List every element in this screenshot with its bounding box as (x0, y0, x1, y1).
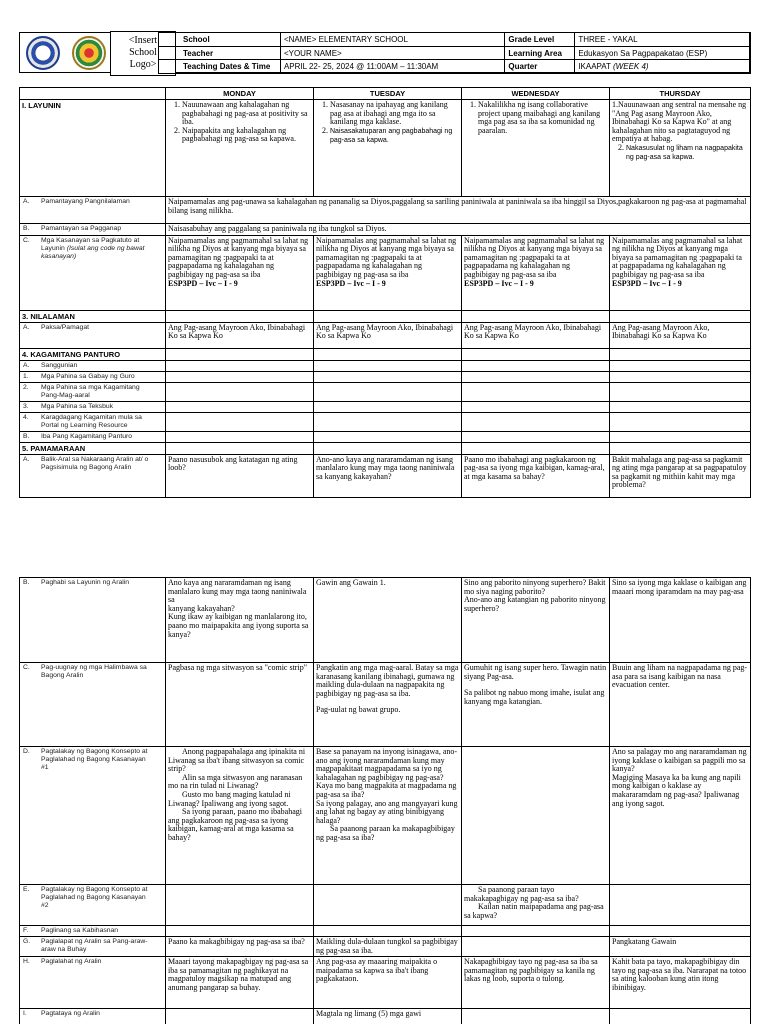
row-number: B. (23, 432, 30, 440)
empty-cell (314, 348, 462, 360)
empty-cell (610, 412, 751, 431)
competency-code: ESP3PD – Ivc – I - 9 (612, 278, 682, 288)
empty-cell (166, 885, 314, 926)
paksa-monday: Ang Pag-asang Mayroon Ako, Ibinabahagi Ko sa Kapwa Ko (166, 322, 314, 348)
row-label: Mga Pahina sa mga Kagamitang Pang-Mag-aaral (41, 383, 140, 399)
cell-paragraph: Sino ang paborito ninyong superhero? Bakit mo siya naging paborito? (464, 578, 606, 596)
row-label: Sanggunian (41, 361, 78, 369)
row-label: Paglalapat ng Aralin sa Pang-araw-araw na Buhay (41, 938, 148, 953)
objective-item (626, 144, 748, 163)
kasanayan-text: Naipamamalas ang pagmamahal sa lahat ng nilikha ng Diyos at kanyang mga biyaya sa pamamagitan ng :pagpapaki ta at pagpapadama ng kahalagahan ng pagbibigay ng pag-asa sa iba (464, 235, 605, 279)
pagtalakay-2-row (20, 885, 751, 926)
paglinang-label (20, 926, 166, 937)
layunin-thursday (610, 100, 751, 197)
empty-cell (314, 382, 462, 401)
learning-area-value: Edukasyon Sa Pagpapakatao (ESP) (575, 46, 751, 60)
objective-item (330, 127, 459, 146)
row-number: E. (23, 886, 30, 893)
objective-item: 2. Naipapakita ang kahalagahan ng pagbabahagi ng pag-asa sa kapawa. (182, 127, 311, 144)
row-label: Paksa/Pamagat (41, 323, 89, 331)
kagamitang-item-label (20, 431, 166, 442)
layunin-wednesday (462, 100, 610, 197)
empty-cell (166, 412, 314, 431)
day-header-monday: MONDAY (166, 88, 314, 100)
empty-cell (166, 1009, 314, 1024)
objective-item: 1. Nakalilikha ng isang collaborative project upang maibahagi ang kanilang mga pag asa sa iba sa komunidad ng paaralan. (478, 101, 607, 135)
cell-paragraph: kanyang kakayahan? (168, 603, 235, 613)
paglalapat-row (20, 937, 751, 957)
paglalapat-thursday: Pangkatang Gawain (610, 937, 751, 957)
insert-logo-line: Logo> (129, 59, 157, 70)
kagamitang-item-row (20, 412, 751, 431)
kagamitang-row (20, 348, 751, 360)
kagamitang-item-row (20, 382, 751, 401)
row-label: Paglalahat ng Aralin (41, 958, 102, 966)
paghabi-monday (166, 578, 314, 663)
empty-cell (610, 360, 751, 371)
kasanayan-text: Naipamamalas ang pagmamahal sa lahat ng nilikha ng Diyos at kanyang mga biyaya sa pamamagitan ng :pagpapaki ta at pagpapadama ng kahalagahan ng pagbibigay ng pag-asa sa iba (316, 235, 457, 279)
layunin-label: I. LAYUNIN (20, 100, 166, 197)
kagamitang-item-row (20, 371, 751, 382)
pamantayan-sa-pagganap-label (20, 224, 166, 236)
objective-item: 1. Nasasanay na ipahayag ang kanilang pag asa at ibahagi ang mga ito sa kanilang mga kaklase. (330, 101, 459, 127)
paglalapat-label (20, 937, 166, 957)
kasanayan-wednesday (462, 235, 610, 310)
cell-paragraph: Pag-uulat ng bawat grupo. (316, 705, 401, 715)
teacher-label: Teacher (159, 46, 281, 60)
teaching-dates-value: APRIL 22- 25, 2024 @ 11:00AM – 11:30AM (280, 60, 504, 74)
pag-uugnay-row (20, 663, 751, 747)
pag-uugnay-wednesday (462, 663, 610, 747)
empty-cell (610, 310, 751, 322)
nilalaman-row (20, 310, 751, 322)
paghabi-tuesday: Gawin ang Gawain 1. (314, 578, 462, 663)
competency-code: ESP3PD – Ivc – I - 9 (168, 278, 238, 288)
empty-cell (610, 401, 751, 412)
kagamitang-item-row (20, 360, 751, 371)
pag-uugnay-tuesday (314, 663, 462, 747)
kasanayan-text: Naipamamalas ang pagmamahal sa lahat ng nilikha ng Diyos at kanyang mga biyaya sa pamamagitan ng :pagpapaki ta at pagpapadama ng kahalagahan ng pagbibigay ng pag-asa sa iba (612, 235, 743, 279)
insert-logo-line: <Insert (128, 35, 158, 46)
empty-cell (462, 360, 610, 371)
empty-cell (314, 431, 462, 442)
insert-logo-line: School (129, 47, 157, 58)
empty-cell (166, 310, 314, 322)
empty-cell (166, 926, 314, 937)
kagamitang-item-label (20, 382, 166, 401)
paksa-tuesday: Ang Pag-asang Mayroon Ako, Ibinabahagi Ko sa Kapwa Ko (314, 322, 462, 348)
empty-cell (462, 371, 610, 382)
paglalahat-wednesday: Nakapagbibigay tayo ng pag-asa sa iba sa pamamagitan ng pagbibigay sa kanila ng lakas ng loob, suporta o tulong. (462, 957, 610, 1009)
learning-area-label: Learning Area (505, 46, 575, 60)
empty-cell (462, 310, 610, 322)
layunin-monday (166, 100, 314, 197)
paksa-label (20, 322, 166, 348)
pagtalakay-1-tuesday (314, 747, 462, 885)
row-label: Paghabi sa Layunin ng Aralin (41, 579, 130, 586)
layunin-tuesday (314, 100, 462, 197)
row-label-note: (Isulat ang code ng bawat kasanayan) (41, 244, 145, 260)
row-number: C. (23, 664, 30, 671)
grade-level-value: THREE - YAKAL (575, 33, 751, 47)
teaching-dates-label: Teaching Dates & Time (159, 60, 281, 74)
pamantayan-sa-pagganap-text: Naisasabuhay ang paggalang sa paniniwala ng iba tungkol sa Diyos. (166, 224, 751, 236)
row-number: B. (23, 579, 30, 586)
row-number: A. (23, 198, 30, 205)
balik-aral-monday: Paano nasusubok ang katatagan ng ating loob? (166, 454, 314, 497)
kagamitang-item-row (20, 431, 751, 442)
paglalapat-wednesday (462, 937, 610, 957)
row-label: Pamantayang Pangnilalaman (41, 198, 130, 205)
pamantayang-pangnilalaman-text: Naipamamalas ang pag-unawa sa kahalagahan ng pananalig sa Diyos,paggalang sa sariling paniniwala at paniniwala sa iba hinggil sa Diyos,pagkakaroon ng pag-asa at pagmamahal bilang isang nilikha. (166, 197, 751, 224)
cell-paragraph: Sa iyong paraan, paano mo ibabahagi ang pagkakaroon ng pag-asa sa iyong kaibigan, kamag-aral at mga kasama sa bahay? (168, 807, 302, 842)
row-label: Pagtataya ng Aralin (41, 1010, 100, 1018)
empty-cell (610, 382, 751, 401)
cell-paragraph: Anong pagpapahalaga ang ipinakita ni Liwanag sa iba't ibang sitwasyon sa comic strip? (168, 747, 306, 774)
row-label: Balik-Aral sa Nakaraang Aralin at/ o Pagsisimula ng Bagong Aralin (41, 455, 149, 471)
cell-paragraph: Sa paanong paraan tayo makakapagbigay ng pag-asa sa iba? (464, 885, 579, 903)
paghabi-row (20, 578, 751, 663)
quarter-text: IKAAPAT (578, 62, 611, 72)
balik-aral-tuesday: Ano-ano kaya ang nararamdaman ng isang manlalaro kung may mga taong naniniwala sa kanyang kakayahan? (314, 454, 462, 497)
empty-cell (610, 885, 751, 926)
row-number: B. (23, 225, 30, 232)
header-row (159, 33, 751, 47)
teacher-value: <YOUR NAME> (280, 46, 504, 60)
empty-cell (314, 412, 462, 431)
empty-cell (610, 926, 751, 937)
pamamaraan-label: 5. PAMAMARAAN (20, 442, 166, 454)
row-label: Iba Pang Kagamitang Panturo (41, 432, 133, 440)
empty-cell (166, 348, 314, 360)
nilalaman-label: 3. NILALAMAN (20, 310, 166, 322)
row-number: D. (23, 748, 30, 755)
cell-paragraph: Sa palibot ng nabuo mong imahe, isulat ang kanyang mga katangian. (464, 688, 605, 706)
paglinang-row (20, 926, 751, 937)
balik-aral-thursday: Bakit mahalaga ang pag-asa sa pagkamit ng ating mga pangarap at sa pagpapatuloy sa pagkamit ng mithiin kahit may mga problema? (610, 454, 751, 497)
header-block (19, 32, 750, 73)
layunin-row (20, 100, 751, 197)
empty-cell (166, 371, 314, 382)
paglalahat-monday: Maaari tayong makapagbigay ng pag-asa sa iba sa pamamagitan ng paghikayat na magpatuloy magsikap na matupad ang anumang pangarap sa buhay. (166, 957, 314, 1009)
competency-code: ESP3PD – Ivc – I - 9 (464, 278, 534, 288)
pag-uugnay-label (20, 663, 166, 747)
empty-cell (166, 382, 314, 401)
lesson-plan-table-page1 (19, 87, 751, 498)
empty-cell (314, 360, 462, 371)
row-label: Pagtalakay ng Bagong Konsepto at Paglalahad ng Bagong Kasanayan #2 (41, 886, 148, 909)
kasanayan-tuesday (314, 235, 462, 310)
row-number: A. (23, 323, 30, 331)
paglalapat-monday: Paano ka makagbibigay ng pag-asa sa iba? (166, 937, 314, 957)
header-info-table (158, 32, 751, 74)
empty-cell (314, 401, 462, 412)
empty-cell (314, 442, 462, 454)
paksa-thursday: Ang Pag-asang Mayroon Ako, Ibinabahagi Ko sa Kapwa Ko (610, 322, 751, 348)
row-label-text: Mga Kasanayan sa Pagkatuto at Layunin (41, 236, 140, 252)
kagamitang-item-label (20, 401, 166, 412)
empty-cell (166, 360, 314, 371)
row-label: Mga Pahina sa Gabay ng Guro (41, 372, 135, 380)
header-row (159, 60, 751, 74)
day-header-thursday: THURSDAY (610, 88, 751, 100)
quarter-week: (WEEK 4) (613, 62, 649, 72)
page-gap (0, 520, 768, 573)
pag-uugnay-thursday: Buuin ang liham na nagpapadama ng pag-asa para sa isang kaibigan na nasa evacuation center. (610, 663, 751, 747)
empty-cell (314, 310, 462, 322)
paksa-row (20, 322, 751, 348)
row-number: 4. (23, 413, 29, 421)
cell-paragraph: Base sa panayam na inyong isinagawa, ano-ano ang iyong nararamdaman kung may magpapakitaat magpapadama sa iyo ng kahalagahan ng pagbibigay ng pag-asa? (316, 747, 458, 782)
empty-cell (462, 431, 610, 442)
pagtalakay-1-label (20, 747, 166, 885)
cell-paragraph: Alin sa mga sitwasyon ang naranasan mo na rin tulad ni Liwanag? (168, 772, 303, 791)
header-row (159, 46, 751, 60)
row-number: 2. (23, 383, 29, 391)
quarter-value (575, 60, 751, 74)
kagamitang-label: 4. KAGAMITANG PANTURO (20, 348, 166, 360)
empty-cell (166, 442, 314, 454)
pagtataya-row (20, 1009, 751, 1024)
cell-paragraph: Ano-ano ang katangian ng paborito ninyong superhero? (464, 595, 606, 613)
day-header-tuesday: TUESDAY (314, 88, 462, 100)
empty-cell (314, 885, 462, 926)
blank-header-cell (20, 88, 166, 100)
row-number: C. (23, 236, 30, 244)
paksa-wednesday: Ang Pag-asang Mayroon Ako, Ibinabahagi Ko sa Kapwa Ko (462, 322, 610, 348)
mga-kasanayan-row (20, 235, 751, 310)
pamantayan-sa-pagganap-row (20, 224, 751, 236)
school-label: School (159, 33, 281, 47)
cell-paragraph: Sa paanong paraan ka makapagbibigay ng pag-asa sa iba? (316, 824, 455, 842)
objective-item-text: Nakasusulat ng liham na nagpapakita ng pag-asa sa kapwa. (626, 144, 743, 162)
objective-intro: 1.Nauunawaan ang sentral na mensahe ng "Ang Pag asang Mayroon Ako, Ibinabahagi Ko sa Kapwa Ko" at ang kahalagahan nito sa pagtataguyod ng empatiya at habag. (612, 100, 747, 144)
objective-item-text: Naisasakatuparan ang pagbabahagi ng pag-asa sa kapwa. (330, 127, 453, 145)
day-header-wednesday: WEDNESDAY (462, 88, 610, 100)
empty-cell (610, 1009, 751, 1024)
mga-kasanayan-label (20, 235, 166, 310)
row-label: Karagdagang Kagamitan mula sa Portal ng Learning Resource (41, 413, 142, 429)
empty-cell (610, 348, 751, 360)
days-header-row (20, 88, 751, 100)
lesson-plan-table-page2 (19, 577, 751, 1024)
kasanayan-thursday (610, 235, 751, 310)
cell-paragraph: Sa iyong palagay, ano ang mangyayari kung ang lahat ng bagay ay ating binibigyang halaga? (316, 798, 458, 825)
kasanayan-monday (166, 235, 314, 310)
paglalapat-tuesday: Maikling dula-dulaan tungkol sa pagbibigay ng pag-asa sa iba. (314, 937, 462, 957)
row-number: F. (23, 927, 29, 934)
pagtalakay-1-wednesday (462, 747, 610, 885)
empty-cell (462, 926, 610, 937)
empty-cell (462, 348, 610, 360)
paglalahat-tuesday: Ang pag-asa ay maaaring maipakita o maipadama sa kapwa sa iba't ibang pagkakataon. (314, 957, 462, 1009)
empty-cell (610, 371, 751, 382)
deped-seal-logo (26, 36, 60, 70)
row-number: A. (23, 455, 30, 463)
empty-cell (462, 382, 610, 401)
pamantayang-pangnilalaman-label (20, 197, 166, 224)
cell-paragraph: Ano kaya ang nararamdaman ng isang manlalaro kung may mga taong naniniwala sa (168, 578, 307, 605)
pagtalakay-2-wednesday (462, 885, 610, 926)
kagamitang-item-row (20, 401, 751, 412)
empty-cell (314, 371, 462, 382)
row-label: Pagtalakay ng Bagong Konsepto at Paglalahad ng Bagong Kasanayan #1 (41, 748, 148, 771)
paglalahat-thursday: Kahit bata pa tayo, makapagbibigay din tayo ng pag-asa sa iba. Nararapat na totoo sa ating kalooban kung atin itong ibinibigay. (610, 957, 751, 1009)
pagtataya-tuesday: Magtala ng limang (5) mga gawi (314, 1009, 462, 1024)
row-label: Pamantayan sa Pagganap (41, 225, 122, 232)
pagtalakay-1-monday (166, 747, 314, 885)
quarter-label: Quarter (505, 60, 575, 74)
kasanayan-text: Naipamamalas ang pagmamahal sa lahat ng nilikha ng Diyos at kanyang mga biyaya sa pamamagitan ng :pagpapaki ta at pagpapadama ng kahalagahan ng pagbibigay ng pag-asa sa iba (168, 235, 309, 279)
pagtalakay-2-label (20, 885, 166, 926)
kagamitang-item-label (20, 360, 166, 371)
pamamaraan-row (20, 442, 751, 454)
empty-cell (314, 926, 462, 937)
paghabi-thursday: Sino sa iyong mga kaklase o kaibigan ang maaari mong iparamdam na may pag-asa (610, 578, 751, 663)
row-number: H. (23, 958, 30, 966)
row-number: 1. (23, 372, 29, 380)
cell-paragraph: Kaya mo bang magpakita at magpadama ng pag-asa sa iba? (316, 781, 457, 799)
empty-cell (462, 401, 610, 412)
empty-cell (610, 442, 751, 454)
cell-paragraph: Ano sa palagay mo ang nararamdaman ng iyong kaklase o kaibigan sa pagpili mo sa kanya? (612, 747, 747, 774)
balik-aral-wednesday: Paano mo ibabahagi ang pagkakaroon ng pag-asa sa iyong mga kaibigan, kamag-aral, at mga kasama sa bahay? (462, 454, 610, 497)
pagtalakay-1-row (20, 747, 751, 885)
empty-cell (462, 1009, 610, 1024)
pag-uugnay-monday: Pagbasa ng mga sitwasyon sa "comic strip" (166, 663, 314, 747)
paglalahat-row (20, 957, 751, 1009)
row-number: G. (23, 938, 31, 945)
empty-cell (166, 401, 314, 412)
pagtataya-label (20, 1009, 166, 1024)
empty-cell (462, 442, 610, 454)
balik-aral-label (20, 454, 166, 497)
cell-paragraph: Kailan natin maipapadama ang pag-asa sa kapwa? (464, 902, 604, 920)
paghabi-label (20, 578, 166, 663)
row-label: Paglinang sa Kabihasnan (41, 927, 119, 934)
empty-cell (610, 431, 751, 442)
page-2 (0, 573, 768, 1024)
cell-paragraph: Gumuhit ng isang super hero. Tawagin natin siyang Pag-asa. (464, 663, 607, 681)
empty-cell (166, 431, 314, 442)
row-number: I. (23, 1010, 27, 1018)
cell-paragraph: Magiging Masaya ka ba kung ang napili mong kaibigan o kaklase ay makararamdam ng pag-asa? Ipaliwanag ang iyong sagot. (612, 772, 741, 808)
kagamitang-item-label (20, 371, 166, 382)
row-label: Mga Pahina sa Teksbuk (41, 402, 114, 410)
balik-aral-row (20, 454, 751, 497)
row-label: Pag-uugnay ng mga Halimbawa sa Bagong Aralin (41, 664, 147, 679)
logos (20, 33, 120, 72)
cell-paragraph: Gusto mo bang maging katulad ni Liwanag? Ipaliwang ang iyong sagot. (168, 789, 291, 808)
objective-item: 1. Nauunawaan ang kahalagahan ng pagbabahagi ng pag-asa at positivity sa iba. (182, 101, 311, 127)
pagtalakay-1-thursday (610, 747, 751, 885)
cell-paragraph: Pangkatin ang mga mag-aaral. Batay sa mga karanasang kanilang ibinahagi, gumawa ng maikling dula-dulaan na nagpapakita ng pagbibigay ng pag-asa sa iba. (316, 663, 459, 698)
grade-level-label: Grade Level (505, 33, 575, 47)
row-label (41, 237, 153, 261)
competency-code: ESP3PD – Ivc – I - 9 (316, 278, 386, 288)
paglalahat-label (20, 957, 166, 1009)
kagamitang-item-label (20, 412, 166, 431)
empty-cell (462, 412, 610, 431)
row-number: A. (23, 361, 30, 369)
row-number: 3. (23, 402, 29, 410)
cell-paragraph: Kung ikaw ay kaibigan ng manlalarong ito, paano mo maipapakita ang iyong suporta sa kanya? (168, 612, 309, 639)
division-seal-logo (72, 36, 106, 70)
pamantayang-pangnilalaman-row (20, 197, 751, 224)
paghabi-wednesday (462, 578, 610, 663)
school-value: <NAME> ELEMENTARY SCHOOL (280, 33, 504, 47)
